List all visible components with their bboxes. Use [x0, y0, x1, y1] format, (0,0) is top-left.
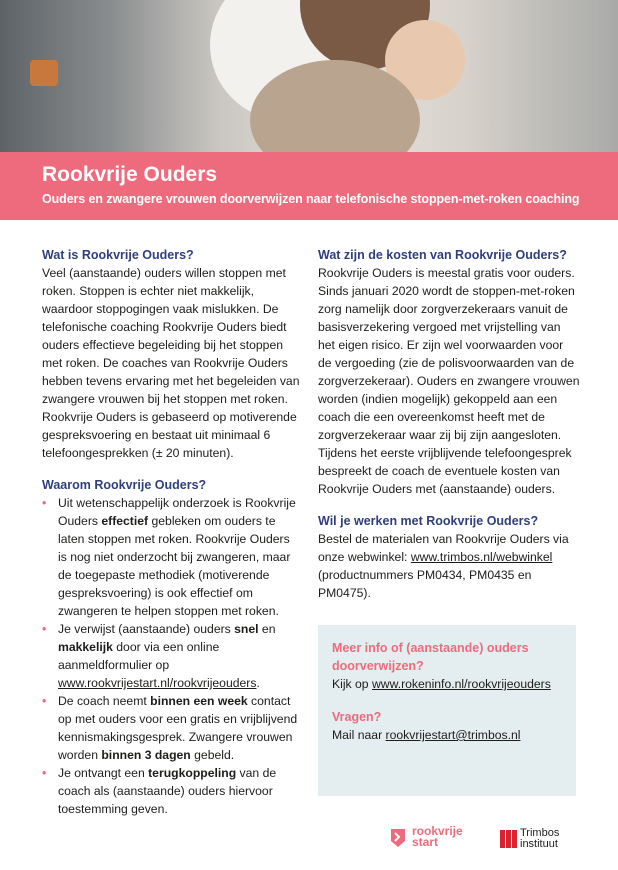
list-item: • Uit wetenschappelijk onderzoek is Rookvrije Ouders effectief gebleken om ouders te laten stoppen met roken. Rookvrije Ouders is nog niet onderzocht bij zwangeren, maar de toegepaste methodiek (motiverende gespreksvoering) is ook effectief om zwangeren te helpen stoppen met roken.: [42, 496, 296, 618]
right-column: [318, 246, 580, 616]
section-heading: Waarom Rookvrije Ouders?: [42, 478, 207, 492]
questions-heading: Vragen?: [332, 710, 382, 724]
bullet-icon: •: [42, 622, 47, 636]
section-what-is: [42, 246, 300, 462]
trimbos-icon: [500, 828, 518, 850]
info-question: Meer info of (aanstaande) ouders doorverwijzen?: [332, 641, 529, 673]
benefits-list: [42, 494, 300, 818]
section-heading: Wil je werken met Rookvrije Ouders?: [318, 514, 539, 528]
bullet-icon: •: [42, 766, 47, 780]
bullet-icon: •: [42, 694, 47, 708]
page-subtitle: Ouders en zwangere vrouwen doorverwijzen naar telefonische stoppen-met-roken coaching: [42, 192, 580, 206]
section-work-with: [318, 512, 580, 602]
info-box: [318, 625, 576, 796]
email-link[interactable]: rookvrijestart@trimbos.nl: [385, 728, 521, 742]
section-text: Veel (aanstaande) ouders willen stoppen met roken. Stoppen is echter niet makkelijk, waardoor stoppogingen vaak mislukken. De telefonische coaching Rookvrije Ouders biedt ouders effectieve begeleiding bij het stoppen met roken. De coaches van Rookvrije Ouders hebben tevens ervaring met het begeleiden van zwangere vrouwen bij het stoppen met roken. Rookvrije Ouders is gebaseerd op motiverende gespreksvoering en bestaat uit minimaal 6 telefoongesprekken (± 20 minuten).: [42, 266, 300, 460]
info-link[interactable]: www.rokeninfo.nl/rookvrijeouders: [371, 677, 551, 691]
section-text: Bestel de materialen van Rookvrije Ouders via onze webwinkel: www.trimbos.nl/webwinkel (productnummers PM0434, PM0435 en PM0475).: [318, 532, 569, 600]
signup-link[interactable]: www.rookvrijestart.nl/rookvrijeouders: [58, 676, 257, 690]
mail-text: Mail naar rookvrijestart@trimbos.nl: [332, 728, 521, 742]
list-item: • Je ontvangt een terugkoppeling van de coach als (aanstaande) ouders hiervoor toestemming geven.: [42, 766, 277, 816]
title-banner: [0, 152, 618, 220]
left-column: [42, 246, 300, 832]
section-heading: Wat is Rookvrije Ouders?: [42, 248, 194, 262]
section-text: Rookvrije Ouders is meestal gratis voor ouders. Sinds januari 2020 wordt de stoppen-met-roken zorg namelijk door zorgverzekeraars vanuit de basisverzekering vergoed met vrijstelling van het eigen risico. Er zijn wel voorwaarden voor de vergoeding (zie de polisvoorwaarden van de zorgverzekeraar). Ouders en zwangere vrouwen worden (indien mogelijk) gekoppeld aan een coach die een overeenkomst heeft met de zorgverzekeraar waar zij bij zijn aangesloten. Tijdens het eerste vrijblijvende telefoongesprek bespreekt de coach de eventuele kosten van Rookvrije Ouders met (aanstaande) ouders.: [318, 266, 580, 496]
section-heading: Wat zijn de kosten van Rookvrije Ouders?: [318, 248, 567, 262]
section-costs: [318, 246, 580, 498]
list-item: • De coach neemt binnen een week contact op met ouders voor een gratis en vrijblijvend kennismakingsgesprek. Zwangere vrouwen worden binnen 3 dagen gebeld.: [42, 694, 298, 762]
bullet-icon: •: [42, 496, 47, 510]
header-photo: [0, 0, 618, 152]
webshop-link[interactable]: www.trimbos.nl/webwinkel: [410, 550, 553, 564]
rookvrije-start-icon: [388, 827, 408, 849]
page-title: Rookvrije Ouders: [42, 163, 218, 186]
info-text: Kijk op www.rokeninfo.nl/rookvrijeouders: [332, 677, 551, 691]
list-item: • Je verwijst (aanstaande) ouders snel en makkelijk door via een online aanmeldformulier op www.rookvrijestart.nl/rookvrijeouders.: [42, 622, 276, 690]
section-why: [42, 476, 300, 818]
